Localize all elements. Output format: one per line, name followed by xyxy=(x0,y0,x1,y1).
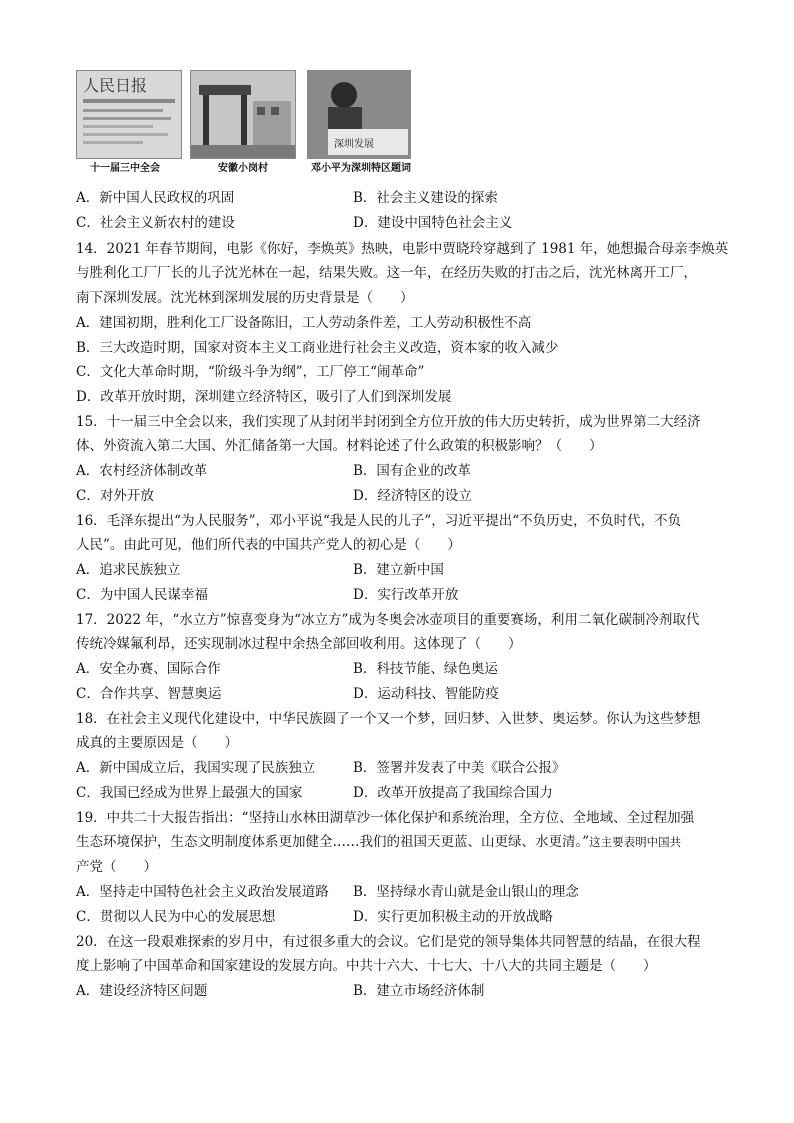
q16-option-a[interactable]: A．追求民族独立 xyxy=(76,562,181,578)
q15-option-d[interactable]: D．经济特区的设立 xyxy=(353,488,472,504)
q14-stem-line: 14．2021 年春节期间，电影《你好，李焕英》热映，电影中贾晓玲穿越到了 1981 年，她想撮合母亲李焕英 xyxy=(76,241,729,257)
q20-stem-line: 20．在这一段艰难探索的岁月中，有过很多重大的会议。它们是党的领导集体共同智慧的结晶，在很大程 xyxy=(76,934,701,950)
q19-stem-main: 生态环境保护，生态文明制度体系更加健全……我们的祖国天更蓝、山更绿、水更清。” xyxy=(76,834,590,850)
svg-text:人民日报: 人民日报 xyxy=(83,76,148,95)
q19-stem-line: 19．中共二十大报告指出：“坚持山水林田湖草沙一体化保护和系统治理，全方位、全地域、全过程加强 xyxy=(76,810,695,826)
q15-option-c[interactable]: C．对外开放 xyxy=(76,488,154,504)
q18-stem-line: 18．在社会主义现代化建设中，中华民族圆了一个又一个梦，回归梦、入世梦、奥运梦。你认为这些梦想 xyxy=(76,711,701,727)
q15-stem-line: 15．十一届三中全会以来，我们实现了从封闭半封闭到全方位开放的伟大历史转折，成为世界第二大经济 xyxy=(76,414,701,430)
q18-option-a[interactable]: A．新中国成立后，我国实现了民族独立 xyxy=(76,760,316,776)
q18-option-b[interactable]: B．签署并发表了中美《联合公报》 xyxy=(353,760,566,776)
q14-option-a[interactable]: A．建国初期，胜利化工厂设备陈旧，工人劳动条件差，工人劳动积极性不高 xyxy=(76,315,532,331)
q17-option-c[interactable]: C．合作共享、智慧奥运 xyxy=(76,686,222,702)
q17-option-d[interactable]: D．运动科技、智能防疫 xyxy=(353,686,499,702)
q17-option-a[interactable]: A．安全办赛、国际合作 xyxy=(76,661,221,677)
q18-stem-line: 成真的主要原因是（ ） xyxy=(76,735,238,751)
q20-option-b[interactable]: B．建立市场经济体制 xyxy=(353,983,485,999)
q19-option-d[interactable]: D．实行更加积极主动的开放战略 xyxy=(353,909,553,925)
q14-stem-line: 与胜利化工厂厂长的儿子沈光林在一起，结果失败。这一年，在经历失败的打击之后，沈光林离开工厂， xyxy=(76,265,697,281)
photo-caption: 邓小平为深圳特区题词 xyxy=(311,163,411,174)
q15-option-a[interactable]: A．农村经济体制改革 xyxy=(76,463,208,479)
q14-stem-line: 南下深圳发展。沈光林到深圳发展的历史背景是（ ） xyxy=(76,290,414,306)
q19-option-c[interactable]: C．贯彻以人民为中心的发展思想 xyxy=(76,909,276,925)
q20-stem-line: 度上影响了中国革命和国家建设的发展方向。中共十六大、十七大、十八大的共同主题是（ ） xyxy=(76,958,657,974)
q16-option-c[interactable]: C．为中国人民谋幸福 xyxy=(76,587,208,603)
q13-option-d[interactable]: D．建设中国特色社会主义 xyxy=(353,215,513,231)
q15-option-b[interactable]: B．国有企业的改革 xyxy=(353,463,471,479)
q13-option-b[interactable]: B．社会主义建设的探索 xyxy=(353,190,498,206)
q13-option-a[interactable]: A．新中国人民政权的巩固 xyxy=(76,190,235,206)
q14-option-d[interactable]: D．改革开放时期，深圳建立经济特区，吸引了人们到深圳发展 xyxy=(76,389,452,405)
newspaper-photo-icon xyxy=(76,70,182,159)
q19-stem-line: 产党（ ） xyxy=(76,859,157,875)
q18-option-d[interactable]: D．改革开放提高了我国综合国力 xyxy=(353,785,553,801)
village-gate-photo-icon xyxy=(190,70,296,159)
q19-option-a[interactable]: A．坚持走中国特色社会主义政治发展道路 xyxy=(76,884,329,900)
q14-option-c[interactable]: C．文化大革命时期，“阶级斗争为纲”，工厂停工“闹革命” xyxy=(76,364,425,380)
q20-option-a[interactable]: A．建设经济特区问题 xyxy=(76,983,208,999)
photo-caption: 十一届三中全会 xyxy=(90,163,160,174)
svg-text:深圳发展: 深圳发展 xyxy=(334,139,374,150)
calligraphy-photo-icon xyxy=(307,70,411,159)
q15-stem-line: 体、外资流入第二大国、外汇储备第一大国。材料论述了什么政策的积极影响？（ ） xyxy=(76,438,603,454)
photo-caption: 安徽小岗村 xyxy=(218,163,268,174)
q17-stem-line: 传统冷媒氟利昂，还实现制冰过程中余热全部回收利用。这体现了（ ） xyxy=(76,636,522,652)
q16-stem-line: 人民”。由此可见，他们所代表的中国共产党人的初心是（ ） xyxy=(76,537,461,553)
q16-stem-line: 16．毛泽东提出“为人民服务”，邓小平说“我是人民的儿子”，习近平提出“不负历史，不负时代，不负 xyxy=(76,513,682,529)
q16-option-b[interactable]: B．建立新中国 xyxy=(353,562,444,578)
q16-option-d[interactable]: D．实行改革开放 xyxy=(353,587,459,603)
q14-option-b[interactable]: B．三大改造时期，国家对资本主义工商业进行社会主义改造，资本家的收入减少 xyxy=(76,340,559,356)
q19-stem-line xyxy=(76,832,681,852)
q13-option-c[interactable]: C．社会主义新农村的建设 xyxy=(76,215,235,231)
q18-option-c[interactable]: C．我国已经成为世界上最强大的国家 xyxy=(76,785,303,801)
q19-stem-small: 这主要表明中国共 xyxy=(589,835,682,849)
q17-option-b[interactable]: B．科技节能、绿色奥运 xyxy=(353,661,498,677)
q19-option-b[interactable]: B．坚持绿水青山就是金山银山的理念 xyxy=(353,884,579,900)
q17-stem-line: 17．2022 年，“水立方”惊喜变身为“冰立方”成为冬奥会冰壶项目的重要赛场，利用二氧化碳制冷剂取代 xyxy=(76,612,700,628)
